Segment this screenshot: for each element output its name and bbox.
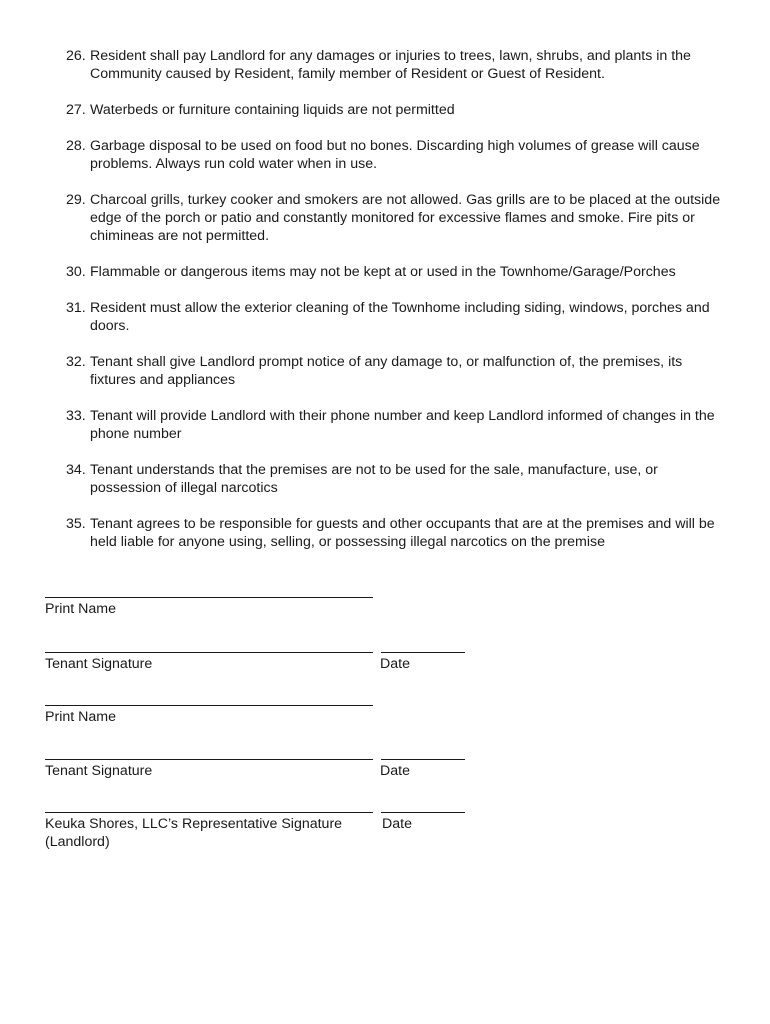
- date-line-2[interactable]: [381, 759, 465, 760]
- rule-text: Tenant agrees to be responsible for guests and other occupants that are at the premises and will be held liable for anyone using, selling, or possessing illegal narcotics on the premise: [90, 516, 715, 550]
- date-line-1[interactable]: [381, 652, 465, 653]
- tenant-signature-line-1[interactable]: [45, 652, 373, 653]
- rule-number: 31.: [66, 300, 86, 316]
- rule-number: 32.: [66, 354, 86, 370]
- rule-number: 35.: [66, 516, 86, 532]
- rule-text: Resident shall pay Landlord for any damages or injuries to trees, lawn, shrubs, and plants in the Community caused by Resident, family member of Resident or Guest of Resident.: [90, 48, 691, 82]
- date-label-2: Date: [380, 763, 410, 779]
- rule-text: Tenant understands that the premises are not to be used for the sale, manufacture, use, or possession of illegal narcotics: [90, 462, 658, 496]
- tenant-signature-line-2[interactable]: [45, 759, 373, 760]
- tenant-signature-label-1: Tenant Signature: [45, 656, 153, 672]
- rule-text: Charcoal grills, turkey cooker and smokers are not allowed. Gas grills are to be placed at the outside edge of the porch or patio and constantly monitored for excessive flames and smoke. Fire pits or chimineas are not permitted.: [90, 192, 721, 244]
- date-line-3[interactable]: [381, 812, 465, 813]
- rule-text: Tenant shall give Landlord prompt notice of any damage to, or malfunction of, the premises, its fixtures and appliances: [90, 354, 683, 388]
- landlord-note: (Landlord): [45, 834, 110, 850]
- rule-number: 27.: [66, 102, 86, 118]
- print-name-label-1: Print Name: [45, 601, 116, 617]
- tenant-signature-label-2: Tenant Signature: [45, 763, 153, 779]
- landlord-signature-line[interactable]: [45, 812, 373, 813]
- rule-text: Resident must allow the exterior cleaning of the Townhome including siding, windows, porches and doors.: [90, 300, 710, 334]
- rule-number: 28.: [66, 138, 86, 154]
- rule-text: Flammable or dangerous items may not be kept at or used in the Townhome/Garage/Porches: [90, 264, 676, 280]
- rule-text: Garbage disposal to be used on food but no bones. Discarding high volumes of grease will cause problems. Always run cold water when in use.: [90, 138, 700, 172]
- rule-number: 26.: [66, 48, 86, 64]
- rule-number: 29.: [66, 192, 86, 208]
- rule-text: Waterbeds or furniture containing liquids are not permitted: [90, 102, 455, 118]
- rule-number: 34.: [66, 462, 86, 478]
- rule-text: Tenant will provide Landlord with their phone number and keep Landlord informed of changes in the phone number: [90, 408, 715, 442]
- rule-number: 30.: [66, 264, 86, 280]
- print-name-line-1[interactable]: [45, 597, 373, 598]
- landlord-signature-label: Keuka Shores, LLC’s Representative Signature: [45, 816, 343, 832]
- print-name-line-2[interactable]: [45, 705, 373, 706]
- print-name-label-2: Print Name: [45, 709, 116, 725]
- date-label-1: Date: [380, 656, 410, 672]
- rule-number: 33.: [66, 408, 86, 424]
- date-label-3: Date: [382, 816, 412, 832]
